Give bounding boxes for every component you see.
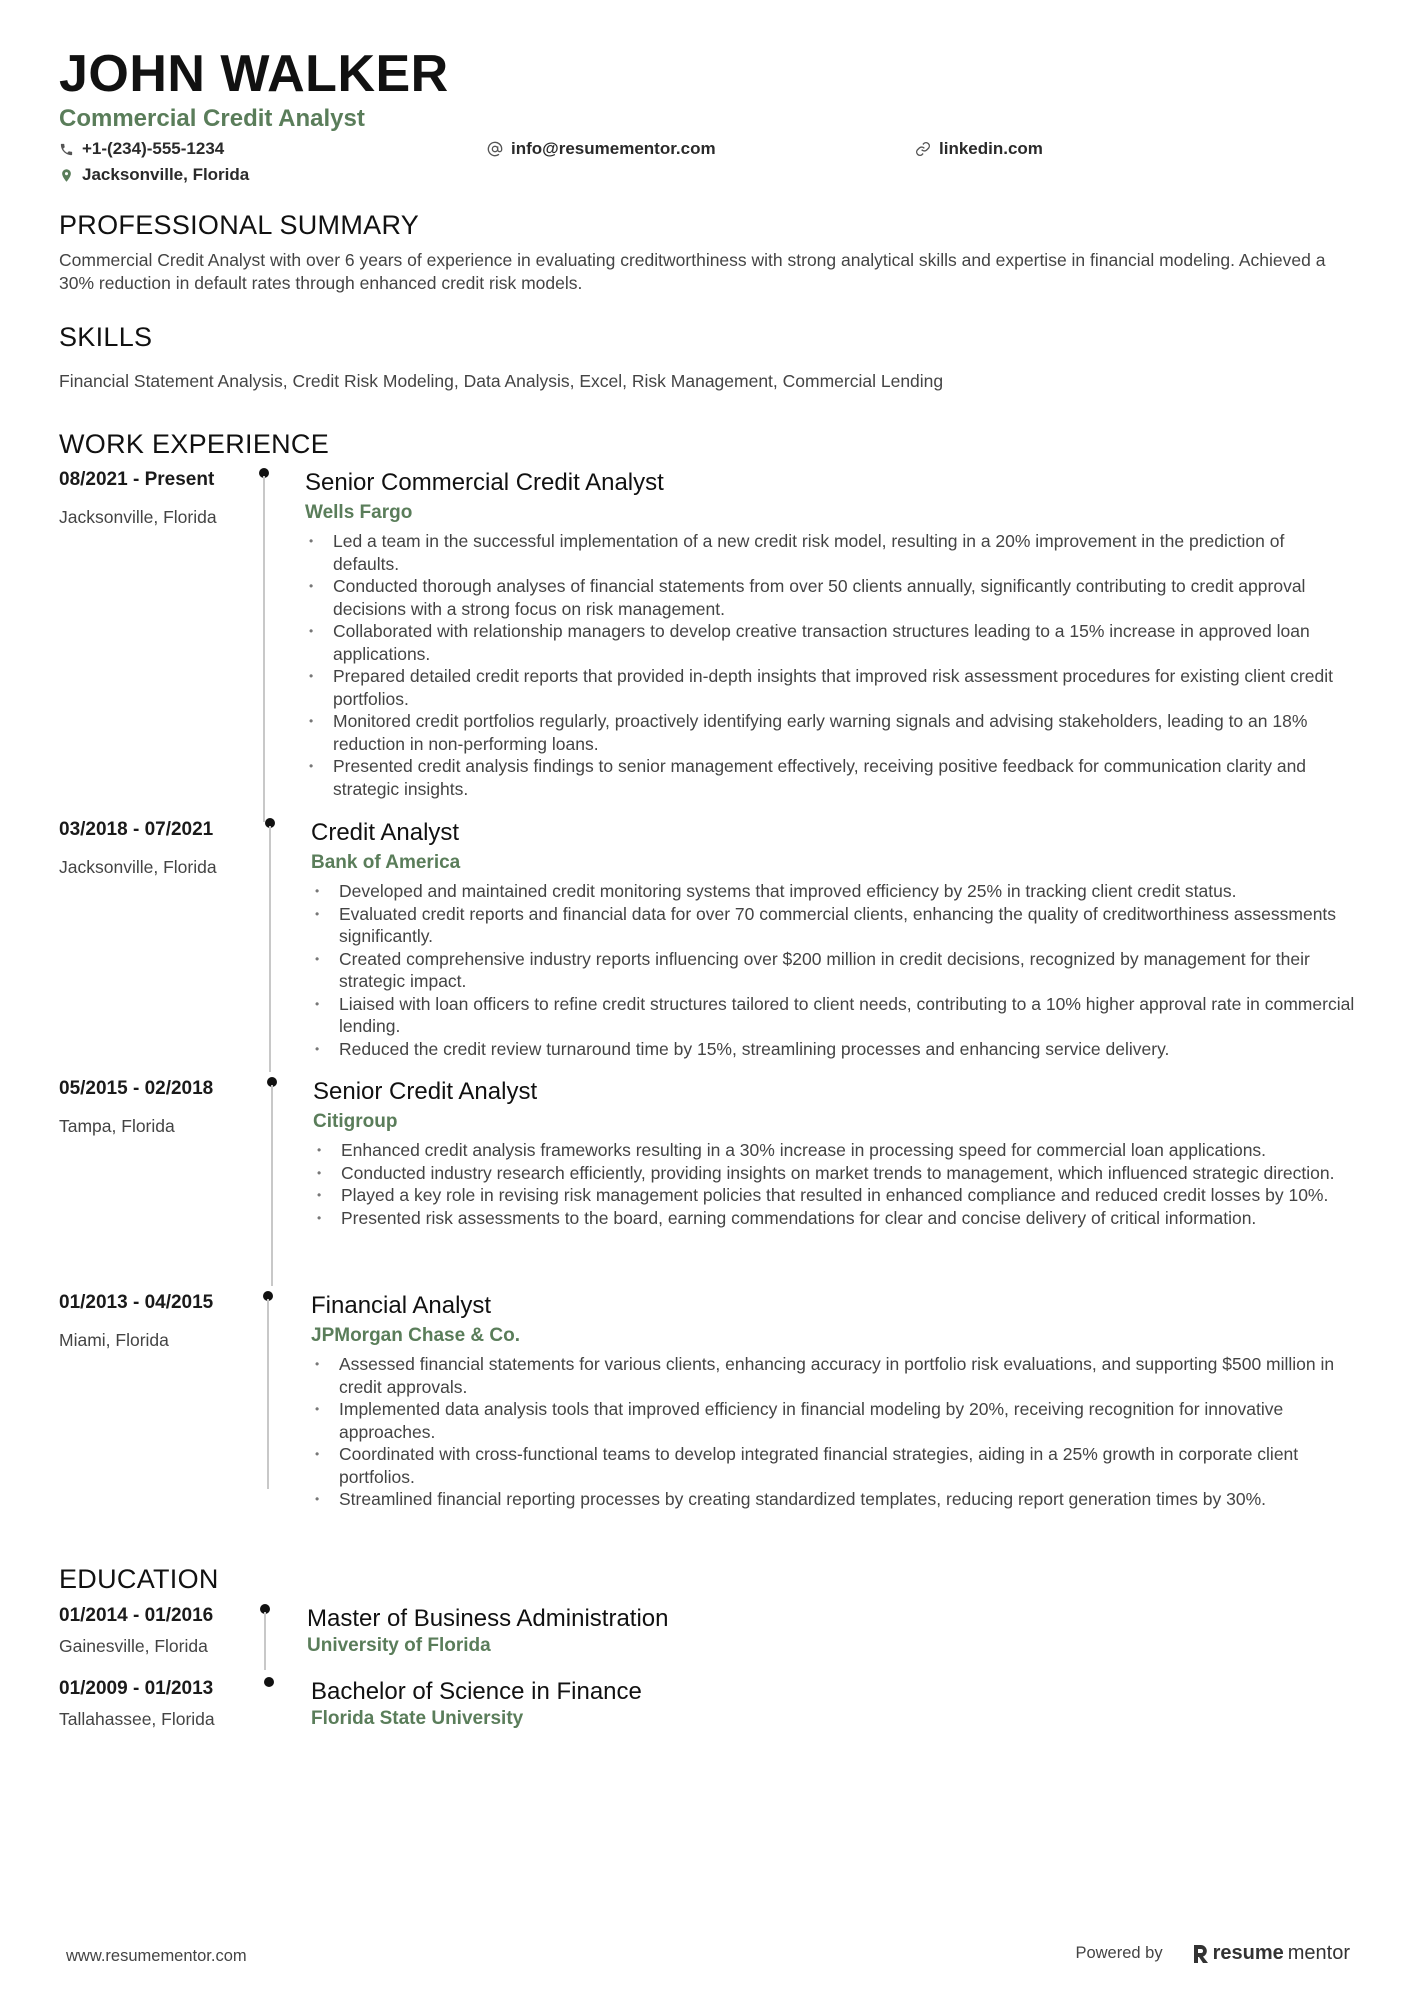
job-bullet: • Liaised with loan officers to refine credit structures tailored to client needs, contributing to a 10% higher approval rate in commercial lending.: [313, 993, 1358, 1038]
candidate-name: JOHN WALKER: [59, 45, 449, 103]
contact-location: [59, 164, 249, 186]
job-date: 01/2013 - 04/2015: [59, 1292, 214, 1313]
link-icon: [915, 141, 931, 157]
job-role: Senior Credit Analyst: [313, 1078, 538, 1105]
timeline-line: [267, 1299, 269, 1489]
job-bullet: • Monitored credit portfolios regularly, proactively identifying early warning signals and advising stakeholders, leading to an 18% reduction in non-performing loans.: [307, 710, 1352, 755]
job-bullets: [307, 530, 1352, 800]
education-location: Gainesville, Florida: [59, 1636, 208, 1656]
job-bullet: • Developed and maintained credit monitoring systems that improved efficiency by 25% in tracking client credit status.: [313, 880, 1358, 903]
timeline-line: [271, 1085, 273, 1286]
resumementor-logo-icon: [1191, 1943, 1209, 1965]
job-bullet: • Enhanced credit analysis frameworks resulting in a 30% increase in processing speed for commercial loan applications.: [315, 1139, 1365, 1162]
email-text[interactable]: info@resumementor.com: [511, 139, 716, 158]
education-degree: Master of Business Administration: [307, 1605, 669, 1632]
job-bullet: • Collaborated with relationship managers to develop creative transaction structures leading to a 15% increase in approved loan applications.: [307, 620, 1352, 665]
job-bullet: • Conducted thorough analyses of financial statements from over 50 clients annually, significantly contributing to credit approval decisions with a strong focus on risk management.: [307, 575, 1352, 620]
education-heading: EDUCATION: [59, 1564, 219, 1594]
job-bullet: • Implemented data analysis tools that improved efficiency in financial modeling by 20%, receiving recognition for innovative approaches.: [313, 1398, 1363, 1443]
education-date: 01/2009 - 01/2013: [59, 1678, 214, 1699]
location-text: Jacksonville, Florida: [82, 165, 250, 184]
education-school: University of Florida: [307, 1635, 491, 1656]
job-date: 03/2018 - 07/2021: [59, 819, 214, 840]
contact-phone: [59, 138, 224, 160]
job-location: Miami, Florida: [59, 1330, 169, 1350]
job-bullet: • Played a key role in revising risk management policies that resulted in enhanced compliance and reduced credit losses by 10%.: [315, 1184, 1365, 1207]
job-location: Jacksonville, Florida: [59, 507, 217, 527]
job-company: JPMorgan Chase & Co.: [311, 1325, 521, 1346]
job-bullets: [313, 1353, 1363, 1511]
linkedin-text[interactable]: linkedin.com: [939, 139, 1043, 158]
map-pin-icon: [59, 168, 74, 183]
job-company: Citigroup: [313, 1111, 398, 1132]
job-bullet: • Evaluated credit reports and financial data for over 70 commercial clients, enhancing the quality of creditworthiness assessments significantly.: [313, 903, 1358, 948]
footer-website[interactable]: www.resumementor.com: [66, 1947, 247, 1965]
job-bullet: • Created comprehensive industry reports influencing over $200 million in credit decisions, recognized by management for their strategic impact.: [313, 948, 1358, 993]
education-school: Florida State University: [311, 1708, 524, 1729]
phone-icon: [59, 142, 74, 157]
job-location: Jacksonville, Florida: [59, 857, 217, 877]
job-date: 08/2021 - Present: [59, 469, 215, 490]
job-company: Bank of America: [311, 852, 461, 873]
phone-text: +1-(234)-555-1234: [82, 139, 225, 158]
job-role: Credit Analyst: [311, 819, 460, 846]
summary-heading: PROFESSIONAL SUMMARY: [59, 210, 420, 240]
job-bullet: • Conducted industry research efficiently, providing insights on market trends to management, which influenced strategic direction.: [315, 1162, 1365, 1185]
timeline-dot: [264, 1677, 274, 1687]
job-bullets: [313, 880, 1358, 1060]
candidate-title: Commercial Credit Analyst: [59, 105, 365, 132]
timeline-line: [263, 476, 265, 822]
contact-email[interactable]: [487, 138, 716, 160]
job-bullet: • Led a team in the successful implementation of a new credit risk model, resulting in a 20% improvement in the prediction of defaults.: [307, 530, 1352, 575]
skills-heading: SKILLS: [59, 322, 153, 352]
brand-name-bold: resume: [1212, 1942, 1284, 1964]
job-bullet: • Prepared detailed credit reports that provided in-depth insights that improved risk assessment procedures for existing client credit portfolios.: [307, 665, 1352, 710]
education-degree: Bachelor of Science in Finance: [311, 1678, 642, 1705]
job-role: Senior Commercial Credit Analyst: [305, 469, 664, 496]
job-bullet: • Coordinated with cross-functional teams to develop integrated financial strategies, aiding in a 25% growth in corporate client portfolios.: [313, 1443, 1363, 1488]
job-date: 05/2015 - 02/2018: [59, 1078, 214, 1099]
experience-heading: WORK EXPERIENCE: [59, 429, 330, 459]
education-location: Tallahassee, Florida: [59, 1709, 215, 1729]
job-bullet: • Reduced the credit review turnaround time by 15%, streamlining processes and enhancing service delivery.: [313, 1038, 1358, 1061]
at-sign-icon: [487, 141, 503, 157]
brand-logo[interactable]: [1191, 1942, 1350, 1965]
job-location: Tampa, Florida: [59, 1116, 175, 1136]
job-bullet: • Presented credit analysis findings to senior management effectively, receiving positive feedback for communication clarity and strategic insights.: [307, 755, 1352, 800]
timeline-line: [264, 1612, 266, 1670]
brand-name-light: mentor: [1287, 1942, 1350, 1964]
footer-branding: [1075, 1942, 1350, 1965]
powered-by-label: Powered by: [1075, 1944, 1163, 1962]
job-bullet: • Streamlined financial reporting processes by creating standardized templates, reducing report generation times by 30%.: [313, 1488, 1363, 1511]
job-company: Wells Fargo: [305, 502, 413, 523]
job-bullets: [315, 1139, 1365, 1229]
job-bullet: • Assessed financial statements for various clients, enhancing accuracy in portfolio risk evaluations, and supporting $500 million in credit approvals.: [313, 1353, 1363, 1398]
summary-text: Commercial Credit Analyst with over 6 years of experience in evaluating creditworthiness with strong analytical skills and expertise in financial modeling. Achieved a 30% reduction in default rates through enhanced credit risk models.: [59, 250, 1326, 293]
job-role: Financial Analyst: [311, 1292, 492, 1319]
timeline-line: [269, 826, 271, 1072]
skills-text: Financial Statement Analysis, Credit Risk Modeling, Data Analysis, Excel, Risk Management, Commercial Lending: [59, 371, 944, 391]
education-date: 01/2014 - 01/2016: [59, 1605, 214, 1626]
contact-linkedin[interactable]: [915, 138, 1043, 160]
job-bullet: • Presented risk assessments to the board, earning commendations for clear and concise delivery of critical information.: [315, 1207, 1365, 1230]
